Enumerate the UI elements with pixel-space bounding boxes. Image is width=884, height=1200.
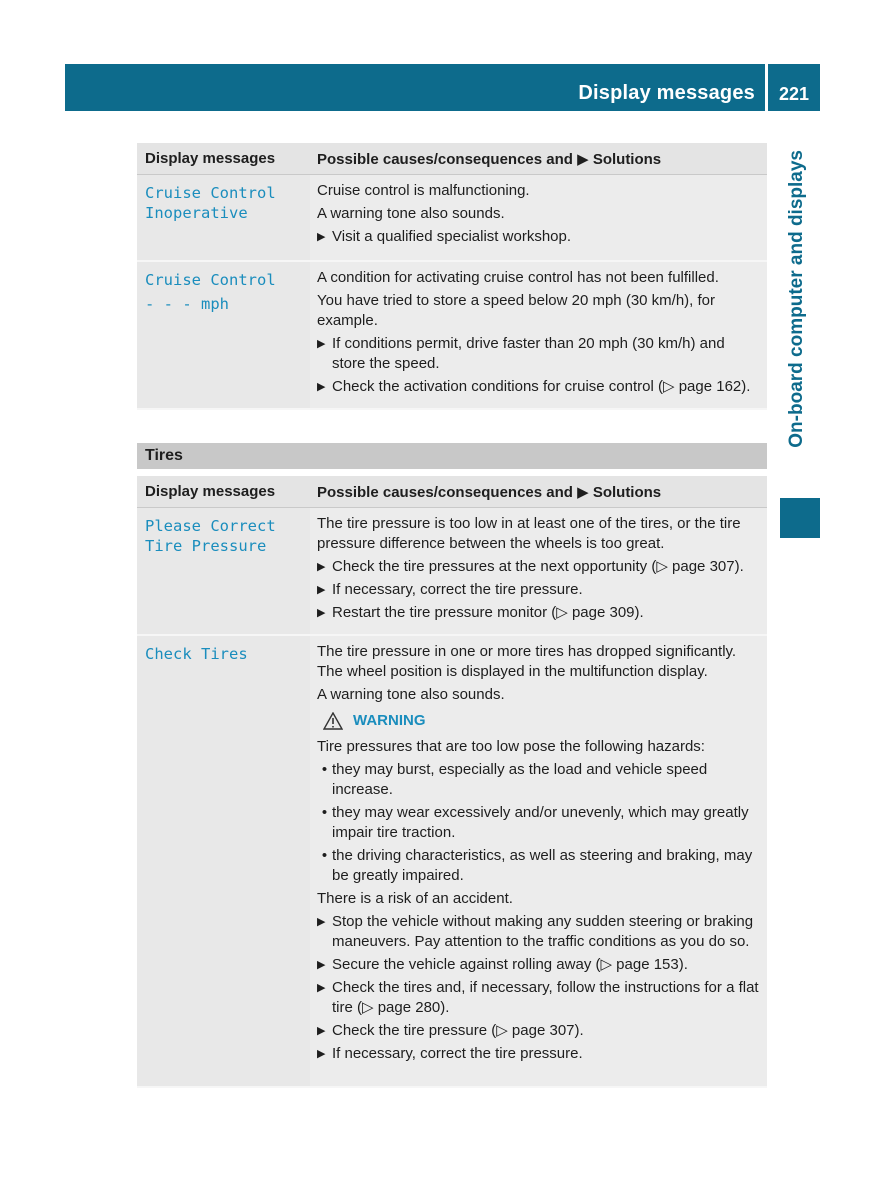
- solution-step-text: Restart the tire pressure monitor (▷ page 309).: [332, 604, 644, 621]
- arrow-right-icon: ▶: [317, 607, 326, 619]
- display-message: [137, 636, 310, 1086]
- warning-label: WARNING: [353, 712, 426, 729]
- solution-step-text: Stop the vehicle without making any sudden steering or braking maneuvers. Pay attention to the traffic conditions as you do so.: [332, 913, 754, 950]
- cause-text: A condition for activating cruise control has not been fulfilled.: [317, 269, 719, 286]
- hazard-text: they may wear excessively and/or unevenly, which may greatly impair tire traction.: [332, 804, 749, 841]
- arrow-right-icon: ▶: [317, 561, 326, 573]
- solution-step: [317, 227, 761, 247]
- solution-step: [317, 580, 761, 600]
- warning-heading: [323, 711, 761, 731]
- display-message-line: Cruise Control: [145, 271, 276, 289]
- cause-text: The tire pressure is too low in at least one of the tires, or the tire pressure difference between the wheels is too great.: [317, 515, 741, 552]
- display-message-line: Tire Pressure: [145, 537, 267, 555]
- causes-solutions: [310, 262, 767, 408]
- arrow-right-icon: ▶: [317, 959, 326, 971]
- arrow-right-icon: ▶: [317, 1025, 326, 1037]
- arrow-right-icon: ▶: [317, 338, 326, 350]
- display-message-line: Cruise Control: [145, 184, 276, 202]
- arrow-right-icon: ▶: [317, 231, 326, 243]
- display-message: [137, 262, 310, 408]
- col-header-messages: Display messages: [145, 150, 276, 167]
- page-number: 221: [768, 64, 820, 111]
- display-messages-table-tires: [137, 476, 767, 1088]
- table-row: [137, 508, 767, 636]
- display-message-line: Inoperative: [145, 204, 248, 222]
- warning-triangle-icon: [323, 712, 343, 730]
- cause-text: The tire pressure in one or more tires has dropped significantly. The wheel position is displayed in the multifunction display.: [317, 643, 737, 680]
- hazard-text: the driving characteristics, as well as steering and braking, may be greatly impaired.: [332, 847, 753, 884]
- table-body: [137, 508, 767, 1088]
- table-header: [137, 476, 767, 508]
- solution-step: [317, 955, 761, 975]
- table-row: [137, 175, 767, 262]
- solution-step-text: Secure the vehicle against rolling away (▷ page 153).: [332, 956, 688, 973]
- hazard-item: [317, 803, 761, 843]
- table-header: [137, 143, 767, 175]
- section-title: Tires: [145, 447, 183, 464]
- col-header-causes: Possible causes/consequences and ▶ Solutions: [317, 483, 662, 501]
- display-message: [137, 508, 310, 634]
- solution-step-text: If conditions permit, drive faster than 20 mph (30 km/h) and store the speed.: [332, 335, 725, 372]
- solution-step-text: Check the activation conditions for cruise control (▷ page 162).: [332, 378, 751, 395]
- cause-text: There is a risk of an accident.: [317, 890, 513, 907]
- arrow-right-icon: ▶: [317, 1048, 326, 1060]
- page-title: Display messages: [578, 82, 755, 104]
- hazard-text: they may burst, especially as the load and vehicle speed increase.: [332, 761, 708, 798]
- bullet-icon: •: [321, 804, 328, 821]
- solution-step-text: If necessary, correct the tire pressure.: [332, 581, 583, 598]
- display-message-line: Please Correct: [145, 517, 276, 535]
- arrow-right-icon: ▶: [317, 982, 326, 994]
- section-title-bar: [137, 443, 767, 469]
- causes-solutions: [310, 175, 767, 260]
- arrow-right-icon: ▶: [317, 381, 326, 393]
- solution-step: [317, 377, 761, 397]
- display-message-line: Check Tires: [145, 645, 248, 663]
- display-message: [137, 175, 310, 260]
- solution-step: [317, 1044, 761, 1064]
- side-chapter-label: On-board computer and displays: [786, 150, 807, 448]
- col-header-causes: Possible causes/consequences and ▶ Solutions: [317, 150, 662, 168]
- display-message-line: - - - mph: [145, 295, 229, 313]
- causes-solutions: [310, 636, 767, 1086]
- solution-step: [317, 1021, 761, 1041]
- table-row: [137, 262, 767, 410]
- solution-step: [317, 912, 761, 952]
- solution-step: [317, 334, 761, 374]
- solution-step-text: Check the tire pressure (▷ page 307).: [332, 1022, 584, 1039]
- solution-step-text: If necessary, correct the tire pressure.: [332, 1045, 583, 1062]
- side-chapter-tab: [780, 498, 820, 538]
- solution-step: [317, 557, 761, 577]
- display-messages-table-cruise: [137, 143, 767, 410]
- solution-step: [317, 603, 761, 623]
- cause-text: A warning tone also sounds.: [317, 686, 505, 703]
- bullet-icon: •: [321, 761, 328, 778]
- solution-step: [317, 978, 761, 1018]
- col-header-messages: Display messages: [145, 483, 276, 500]
- header-bar: [65, 64, 765, 111]
- cause-text: Tire pressures that are too low pose the following hazards:: [317, 738, 705, 755]
- solution-step-text: Check the tire pressures at the next opportunity (▷ page 307).: [332, 558, 744, 575]
- arrow-right-icon: ▶: [317, 584, 326, 596]
- cause-text: You have tried to store a speed below 20 mph (30 km/h), for example.: [317, 292, 716, 329]
- table-row: [137, 636, 767, 1088]
- arrow-right-icon: ▶: [317, 916, 326, 928]
- cause-text: A warning tone also sounds.: [317, 205, 505, 222]
- table-body: [137, 175, 767, 410]
- cause-text: Cruise control is malfunctioning.: [317, 182, 530, 199]
- bullet-icon: •: [321, 847, 328, 864]
- hazard-item: [317, 846, 761, 886]
- hazard-item: [317, 760, 761, 800]
- solution-step-text: Visit a qualified specialist workshop.: [332, 228, 572, 245]
- solution-step-text: Check the tires and, if necessary, follow the instructions for a flat tire (▷ page 280).: [332, 979, 759, 1016]
- causes-solutions: [310, 508, 767, 634]
